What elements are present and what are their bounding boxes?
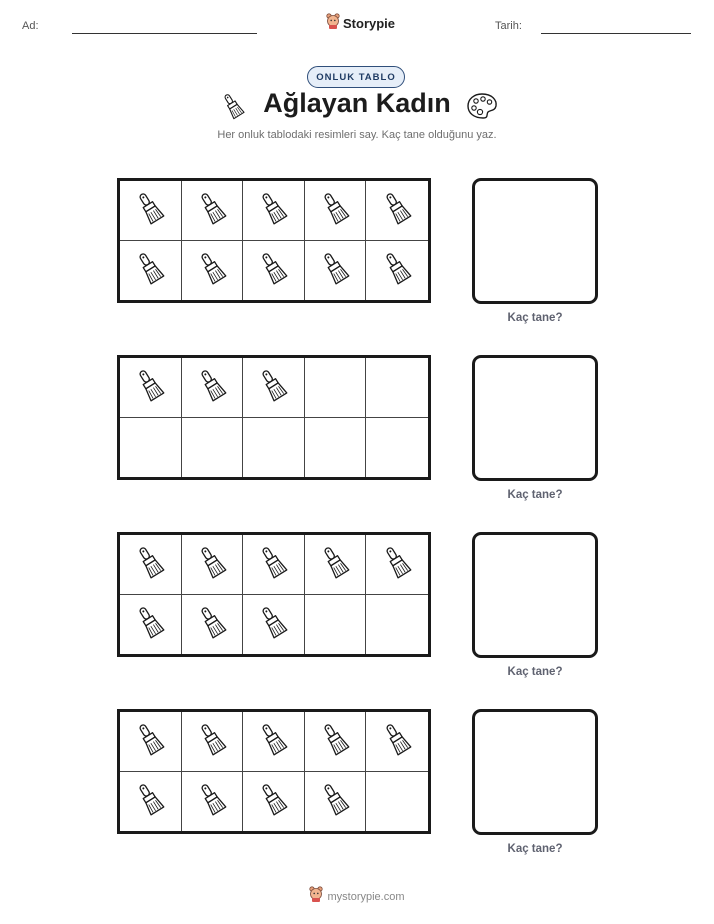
paintbrush-icon [135, 602, 165, 647]
frame-cell [182, 181, 244, 241]
frame-cell [120, 418, 182, 478]
answer-box[interactable] [472, 355, 598, 481]
name-label: Ad: [22, 20, 39, 32]
ten-frame [117, 532, 431, 657]
brand-name: Storypie [343, 16, 396, 31]
frame-cell [243, 712, 305, 772]
frame-cell [366, 181, 428, 241]
frame-cell [120, 595, 182, 655]
paintbrush-icon [197, 779, 227, 824]
frame-cell [305, 241, 367, 301]
count-prompt: Kaç tane? [507, 843, 563, 855]
date-field[interactable] [541, 33, 691, 34]
frame-cell [305, 358, 367, 418]
frame-cell [182, 358, 244, 418]
paintbrush-icon [135, 248, 165, 293]
frame-cell [243, 535, 305, 595]
paintbrush-icon [197, 365, 227, 410]
paintbrush-icon [135, 542, 165, 587]
frame-cell [366, 358, 428, 418]
frame-cell [243, 772, 305, 832]
paintbrush-icon [320, 542, 350, 587]
answer-box[interactable] [472, 178, 598, 304]
worksheet-type-badge: ONLUK TABLO [307, 66, 405, 88]
answer-box[interactable] [472, 709, 598, 835]
date-label: Tarih: [495, 20, 522, 32]
frame-cell [243, 418, 305, 478]
ten-frame [117, 178, 431, 303]
instructions: Her onluk tablodaki resimleri say. Kaç tane olduğunu yaz. [217, 129, 497, 141]
count-prompt: Kaç tane? [507, 489, 563, 501]
frame-cell [305, 418, 367, 478]
frame-cell [182, 772, 244, 832]
frame-cell [305, 181, 367, 241]
page-title: Ağlayan Kadın [263, 88, 451, 118]
paintbrush-icon [258, 719, 288, 764]
paintbrush-icon [258, 365, 288, 410]
ten-frame [117, 709, 431, 834]
footer [0, 886, 714, 907]
palette-icon [466, 92, 498, 125]
frame-cell [366, 772, 428, 832]
frame-cell [305, 772, 367, 832]
paintbrush-icon [258, 188, 288, 233]
frame-cell [120, 358, 182, 418]
storypie-logo-icon [326, 13, 340, 34]
paintbrush-icon [382, 188, 412, 233]
frame-cell [366, 418, 428, 478]
paintbrush-icon [382, 542, 412, 587]
answer-box[interactable] [472, 532, 598, 658]
paintbrush-icon [258, 542, 288, 587]
frame-cell [120, 772, 182, 832]
frame-cell [243, 181, 305, 241]
storypie-logo-icon [309, 886, 323, 907]
paintbrush-icon [135, 779, 165, 824]
frame-cell [366, 241, 428, 301]
frame-cell [243, 595, 305, 655]
paintbrush-icon [135, 365, 165, 410]
frame-cell [366, 535, 428, 595]
count-prompt: Kaç tane? [507, 666, 563, 678]
count-prompt: Kaç tane? [507, 312, 563, 324]
frame-cell [182, 712, 244, 772]
frame-cell [120, 241, 182, 301]
paintbrush-icon [258, 248, 288, 293]
frame-cell [120, 535, 182, 595]
name-field[interactable] [72, 33, 257, 34]
frame-cell [243, 358, 305, 418]
frame-cell [182, 535, 244, 595]
frame-cell [182, 241, 244, 301]
frame-cell [120, 181, 182, 241]
paintbrush-icon [197, 542, 227, 587]
frame-cell [305, 535, 367, 595]
paintbrush-icon [197, 602, 227, 647]
paintbrush-icon [197, 248, 227, 293]
paintbrush-icon [320, 719, 350, 764]
paintbrush-icon [197, 719, 227, 764]
frame-cell [182, 595, 244, 655]
paintbrush-icon [258, 779, 288, 824]
frame-cell [305, 595, 367, 655]
paintbrush-icon [382, 248, 412, 293]
frame-cell [120, 712, 182, 772]
frame-cell [305, 712, 367, 772]
frame-cell [366, 595, 428, 655]
paintbrush-icon [382, 719, 412, 764]
paintbrush-icon [320, 188, 350, 233]
ten-frame [117, 355, 431, 480]
paintbrush-icon [320, 779, 350, 824]
paintbrush-icon [197, 188, 227, 233]
paintbrush-icon [258, 602, 288, 647]
frame-cell [182, 418, 244, 478]
brand-logo [326, 13, 395, 34]
frame-cell [243, 241, 305, 301]
paintbrush-icon [135, 719, 165, 764]
footer-url: mystorypie.com [327, 890, 405, 903]
frame-cell [366, 712, 428, 772]
paintbrush-icon [135, 188, 165, 233]
paintbrush-icon [320, 248, 350, 293]
